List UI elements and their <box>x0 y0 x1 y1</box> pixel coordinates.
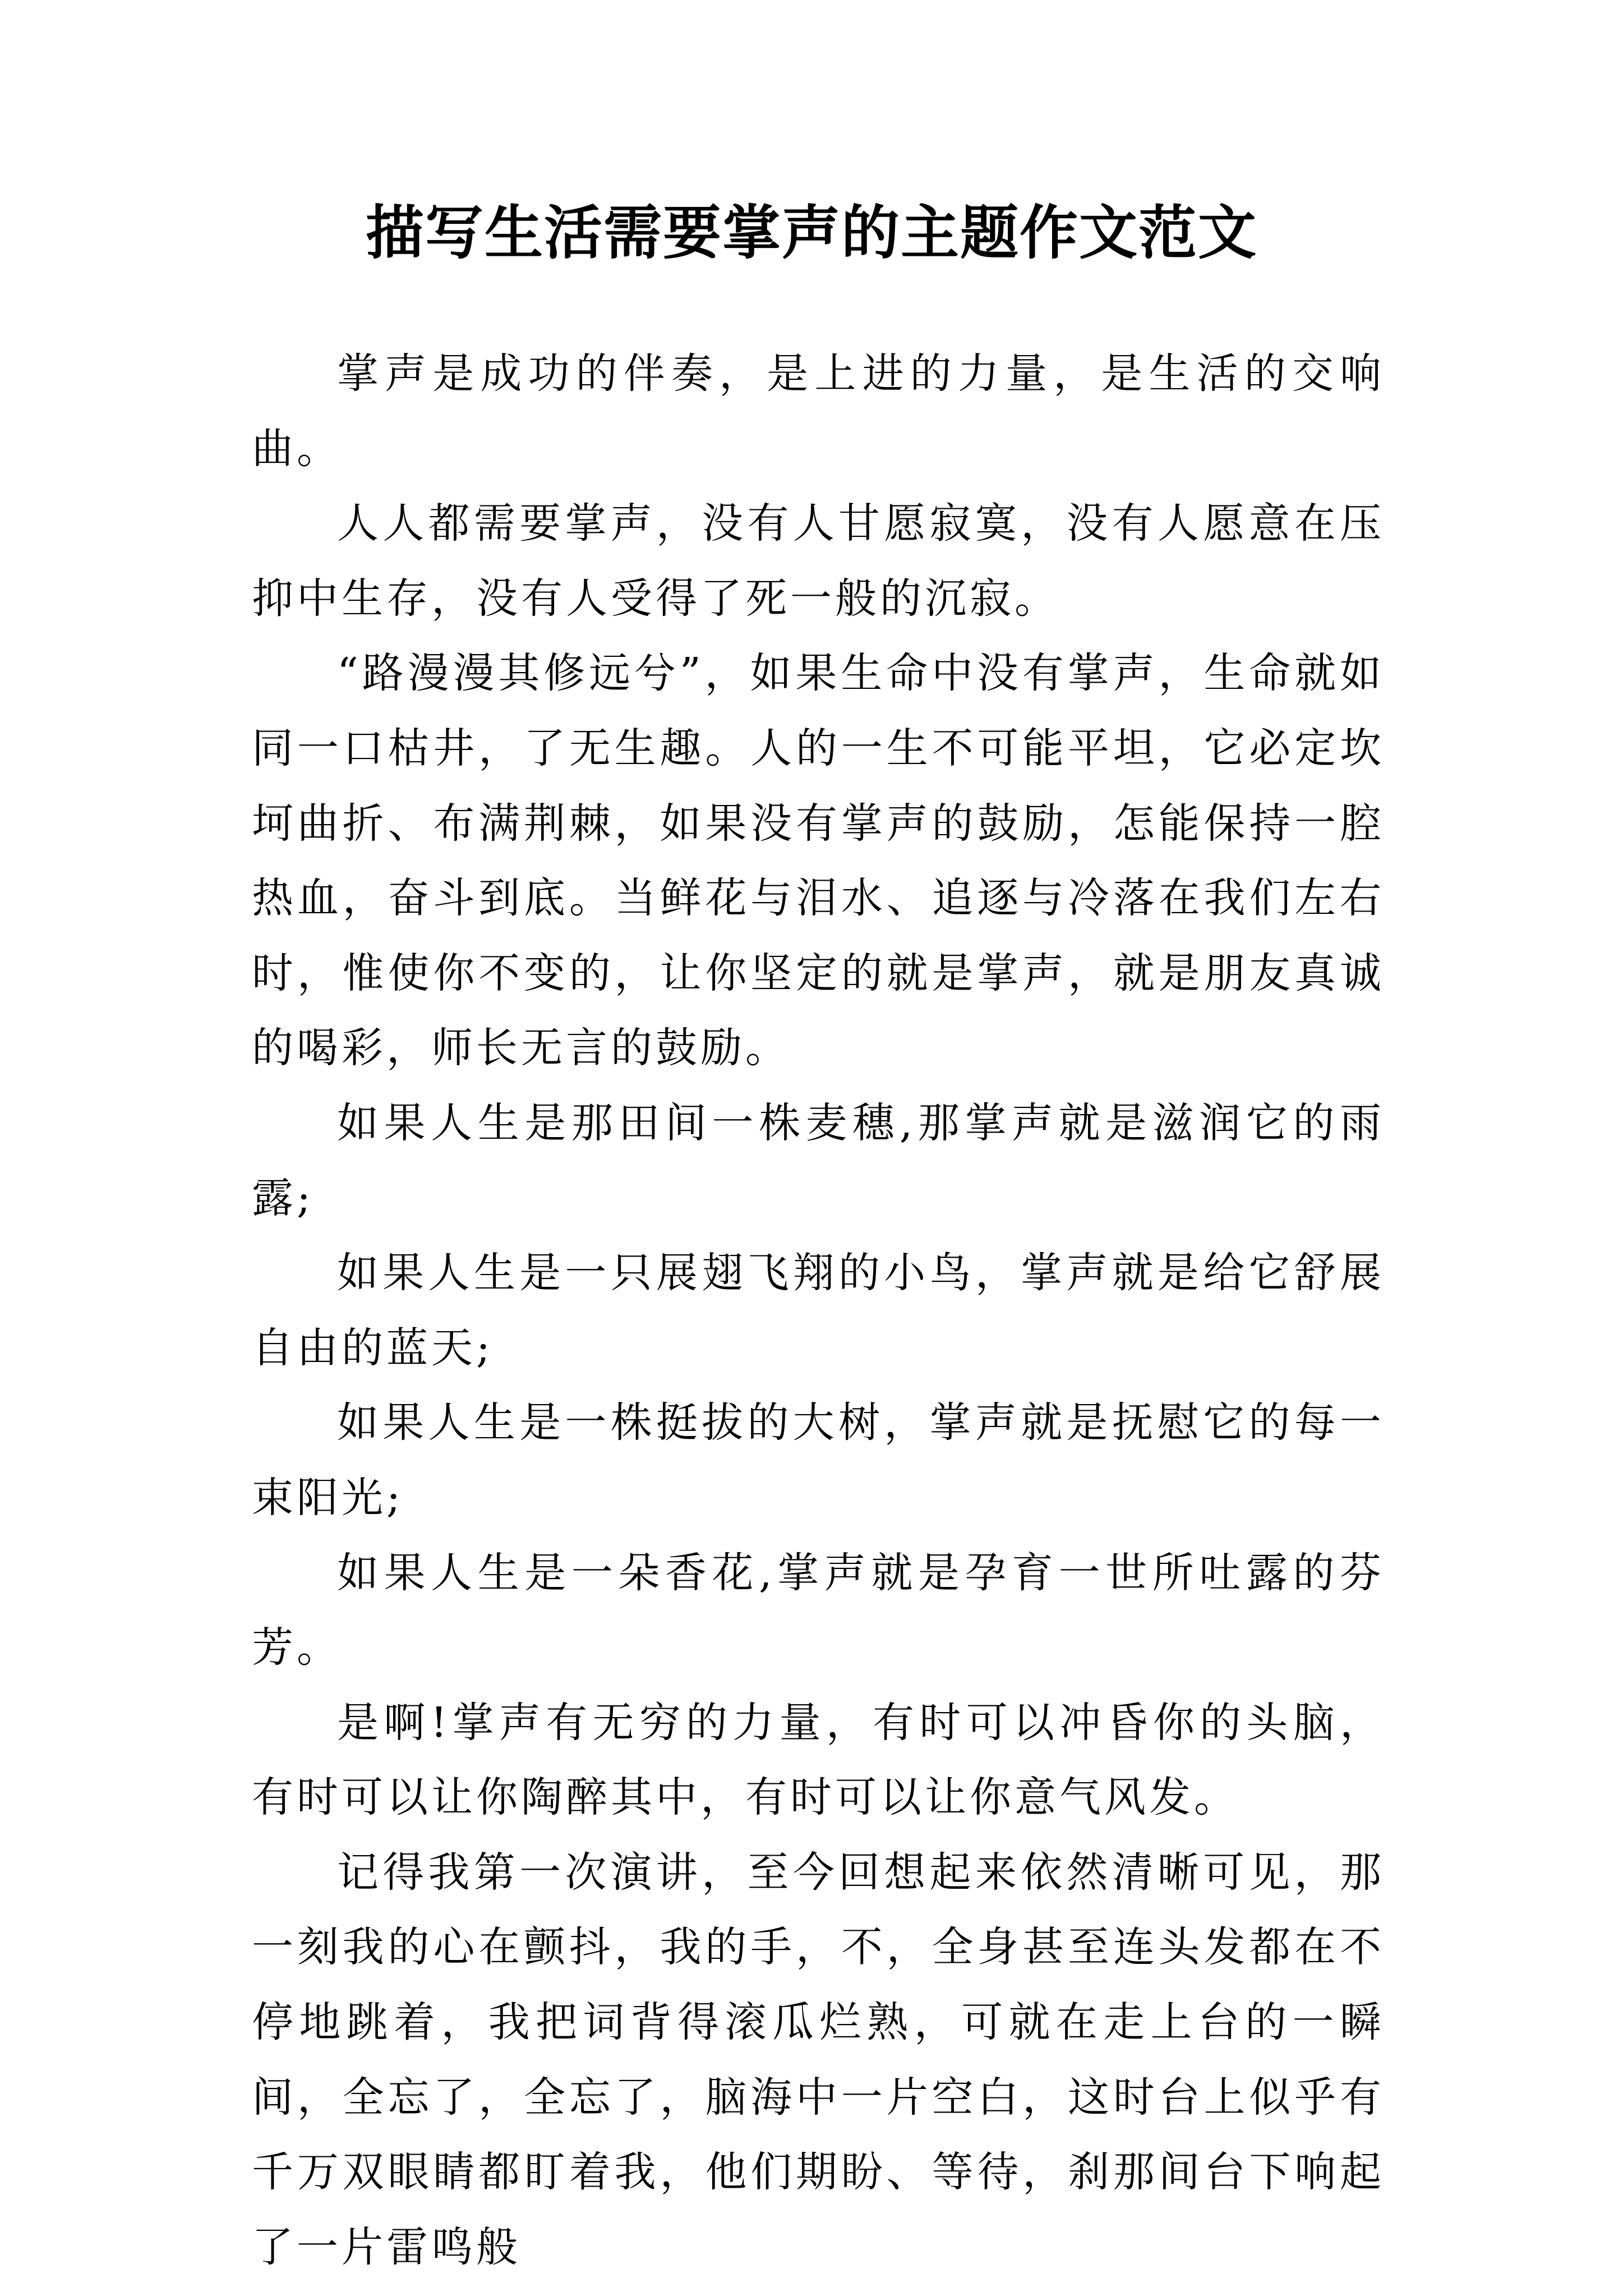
paragraph: 如果人生是一株挺拔的大树，掌声就是抚慰它的每一束阳光; <box>252 1398 1385 1522</box>
paragraph: 是啊!掌声有无穷的力量，有时可以冲昏你的头脑，有时可以让你陶醉其中，有时可以让你意气风发。 <box>252 1698 1385 1822</box>
paragraph: 如果人生是一朵香花,掌声就是孕育一世所吐露的芬芳。 <box>252 1548 1385 1672</box>
paragraph: “路漫漫其修远兮”，如果生命中没有掌声，生命就如同一口枯井，了无生趣。人的一生不可能平坦，它必定坎坷曲折、布满荆棘，如果没有掌声的鼓励，怎能保持一腔热血，奋斗到底。当鲜花与泪水、追逐与冷落在我们左右时，惟使你不变的，让你坚定的就是掌声，就是朋友真诚的喝彩，师长无言的鼓励。 <box>252 649 1385 1073</box>
paragraph: 如果人生是一只展翅飞翔的小鸟，掌声就是给它舒展自由的蓝天; <box>252 1249 1385 1372</box>
document-title: 描写生活需要掌声的主题作文范文 <box>365 198 1257 267</box>
paragraph: 记得我第一次演讲，至今回想起来依然清晰可见，那一刻我的心在颤抖，我的手，不，全身甚至连头发都在不停地跳着，我把词背得滚瓜烂熟，可就在走上台的一瞬间，全忘了，全忘了，脑海中一片空白，这时台上似乎有千万双眼睛都盯着我，他们期盼、等待，刹那间台下响起了一片雷鸣般 <box>252 1848 1385 2271</box>
document-body <box>252 337 1385 2285</box>
paragraph: 掌声是成功的伴奏，是上进的力量，是生活的交响曲。 <box>252 349 1385 473</box>
paragraph: 人人都需要掌声，没有人甘愿寂寞，没有人愿意在压抑中生存，没有人受得了死一般的沉寂。 <box>252 499 1385 623</box>
paragraph: 如果人生是那田间一株麦穗,那掌声就是滋润它的雨露; <box>252 1098 1385 1222</box>
